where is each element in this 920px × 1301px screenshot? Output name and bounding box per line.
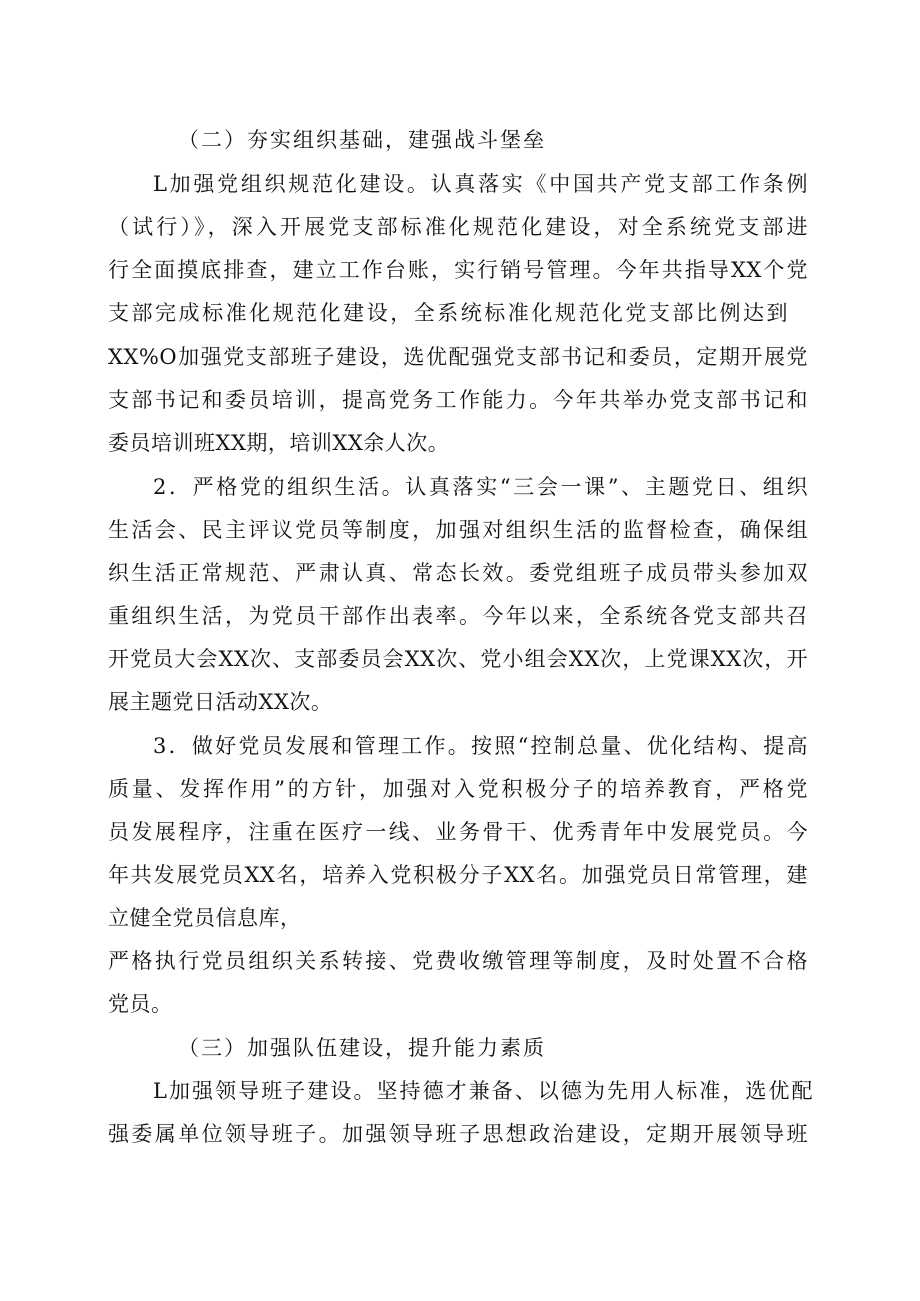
section-heading-2: （二）夯实组织基础，建强战斗堡垒 bbox=[178, 128, 546, 152]
paragraph-line: 开党员大会XX次、支部委员会XX次、党小组会XX次，上党课XX次，开 bbox=[108, 647, 808, 671]
paragraph-line: 2．严格党的组织生活。认真落实“三会一课”、主题党日、组织 bbox=[153, 475, 808, 499]
paragraph-line: 严格执行党员组织关系转接、党费收缴管理等制度，及时处置不合格 bbox=[108, 949, 808, 973]
section-heading-3: （三）加强队伍建设，提升能力素质 bbox=[178, 1036, 546, 1060]
paragraph-line: 强委属单位领导班子。加强领导班子思想政治建设，定期开展领导班 bbox=[108, 1122, 808, 1146]
paragraph-line: 3．做好党员发展和管理工作。按照“控制总量、优化结构、提高 bbox=[153, 734, 808, 758]
paragraph-line: 委员培训班XX期，培训XX余人次。 bbox=[108, 431, 450, 455]
paragraph-line: 支部完成标准化规范化建设，全系统标准化规范化党支部比例达到 bbox=[108, 301, 788, 325]
paragraph-line: 党员。 bbox=[108, 992, 173, 1016]
paragraph-line: （试行）》，深入开展党支部标准化规范化建设，对全系统党支部进 bbox=[108, 215, 808, 239]
paragraph-line: 织生活正常规范、严肃认真、常态长效。委党组班子成员带头参加双 bbox=[108, 561, 808, 585]
paragraph-line: 质量、发挥作用”的方针，加强对入党积极分子的培养教育，严格党 bbox=[108, 777, 808, 801]
paragraph-line: 年共发展党员XX名，培养入党积极分子XX名。加强党员日常管理，建 bbox=[108, 863, 808, 887]
paragraph-line: 立健全党员信息库， bbox=[108, 906, 302, 930]
paragraph-line: 重组织生活，为党员干部作出表率。今年以来，全系统各党支部共召 bbox=[108, 604, 808, 628]
paragraph-line: 生活会、民主评议党员等制度，加强对组织生活的监督检查，确保组 bbox=[108, 518, 808, 542]
paragraph-line: 展主题党日活动XX次。 bbox=[108, 690, 333, 714]
paragraph-line: L加强党组织规范化建设。认真落实《中国共产党支部工作条例 bbox=[153, 172, 808, 196]
paragraph-line: L加强领导班子建设。坚持德才兼备、以德为先用人标准，选优配 bbox=[153, 1079, 813, 1103]
paragraph-line: XX%O加强党支部班子建设，选优配强党支部书记和委员，定期开展党 bbox=[108, 345, 808, 369]
paragraph-line: 支部书记和委员培训，提高党务工作能力。今年共举办党支部书记和 bbox=[108, 388, 808, 412]
paragraph-line: 员发展程序，注重在医疗一线、业务骨干、优秀青年中发展党员。今 bbox=[108, 820, 808, 844]
paragraph-line: 行全面摸底排查，建立工作台账，实行销号管理。今年共指导XX个党 bbox=[108, 258, 808, 282]
